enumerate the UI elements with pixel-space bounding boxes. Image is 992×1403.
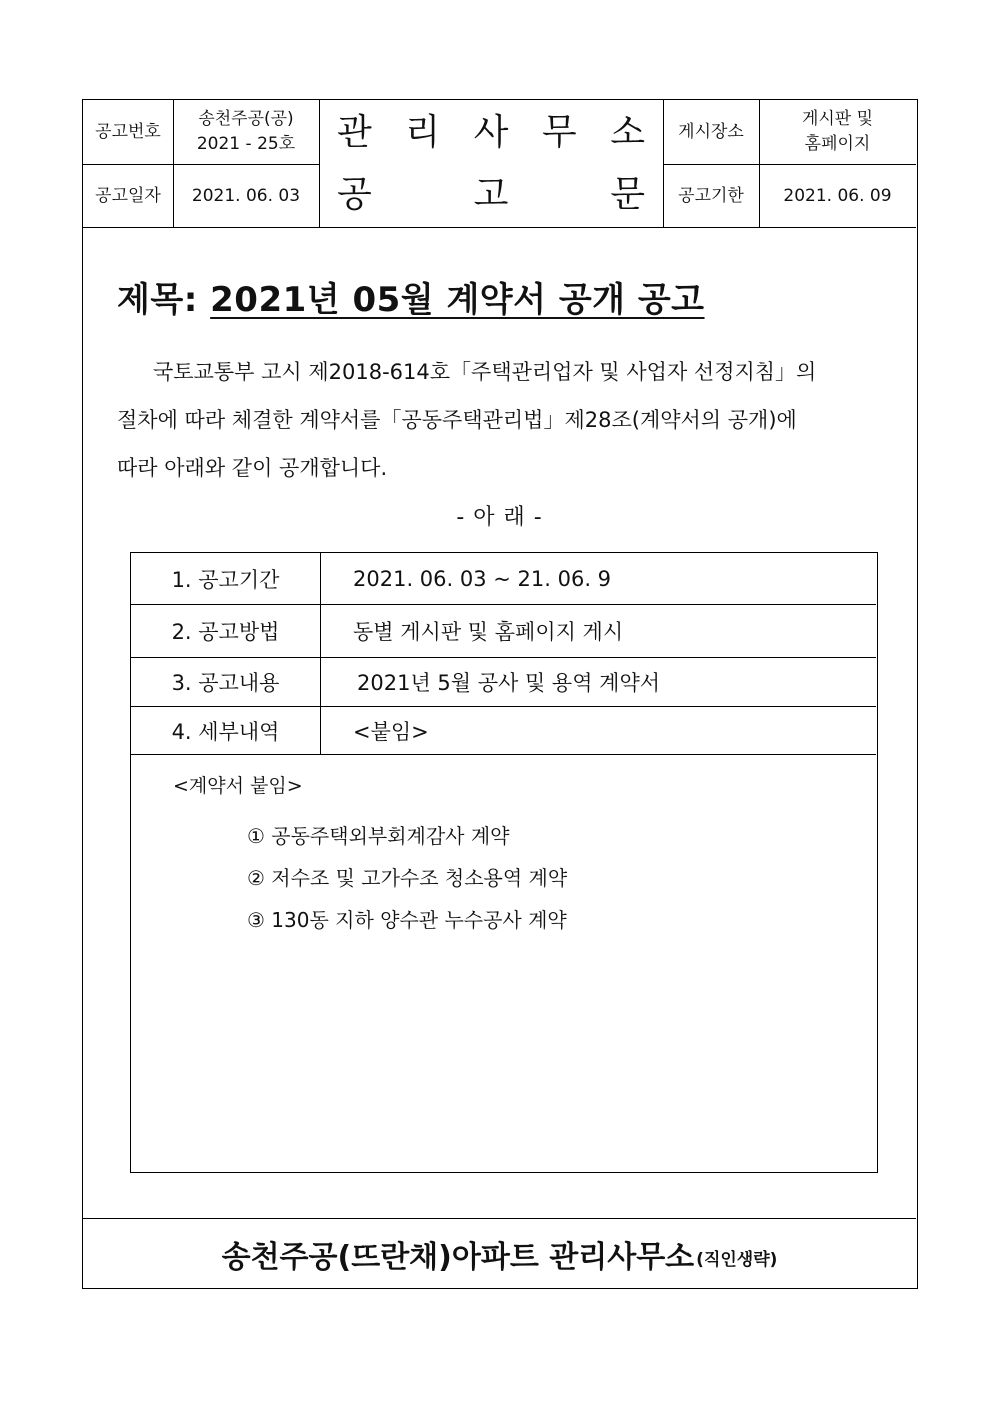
post-place-label: 게시장소	[678, 121, 744, 142]
table-row	[131, 553, 876, 605]
notice-document	[82, 99, 918, 1289]
detail-value: <붙임>	[353, 719, 429, 744]
detail-value: 2021. 06. 03 ~ 21. 06. 9	[353, 566, 612, 591]
notice-no-label: 공고번호	[95, 121, 161, 142]
notice-heading	[319, 164, 663, 226]
notice-no-line2: 2021 - 25호	[196, 134, 296, 154]
notice-no-line1: 송천주공(공)	[198, 109, 294, 130]
title-text: 2021년 05월 계약서 공개 공고	[210, 280, 705, 320]
detail-label: 1. 공고기간	[131, 553, 321, 604]
deadline-label: 공고기한	[678, 185, 744, 206]
notice-date-label: 공고일자	[95, 185, 161, 206]
detail-label: 3. 공고내용	[131, 658, 321, 706]
below-heading: - 아 래 -	[456, 505, 543, 530]
body-paragraph	[117, 348, 887, 492]
post-place-line1: 게시판 및	[801, 109, 874, 130]
office-char: 사	[473, 111, 509, 153]
list-item: ② 저수조 및 고가수조 청소용역 계약	[247, 866, 568, 890]
post-place-line2: 홈페이지	[804, 134, 871, 154]
issuer-name: 송천주공(뜨란채)아파트 관리사무소	[221, 1239, 695, 1275]
body-line: 절차에 따라 체결한 계약서를「공동주택관리법」제28조(계약서의 공개)에	[117, 408, 797, 432]
office-char: 소	[610, 111, 645, 153]
detail-value: 동별 게시판 및 홈페이지 게시	[353, 620, 624, 644]
page-title	[117, 272, 705, 321]
detail-value: 2021년 5월 공사 및 용역 계약서	[357, 671, 661, 695]
table-row	[131, 707, 876, 755]
office-char: 리	[405, 111, 441, 153]
post-place-value	[759, 100, 916, 164]
notice-char: 고	[473, 173, 509, 215]
list-item: ① 공동주택외부회계감사 계약	[247, 824, 510, 848]
detail-label: 4. 세부내역	[131, 707, 321, 754]
notice-date-value: 2021. 06. 03	[191, 185, 301, 206]
notice-no-value	[173, 100, 319, 164]
issuer-footer	[83, 1218, 916, 1288]
details-table	[130, 552, 878, 1173]
body-line: 따라 아래와 같이 공개합니다.	[117, 456, 388, 480]
table-row	[131, 658, 876, 707]
attachment-list	[247, 815, 567, 941]
attachment-heading: <계약서 붙임>	[173, 775, 303, 797]
seal-note: (직인생략)	[696, 1250, 778, 1270]
deadline-value: 2021. 06. 09	[783, 185, 892, 206]
table-row	[131, 605, 876, 658]
detail-label: 2. 공고방법	[131, 605, 321, 657]
list-item: ③ 130동 지하 양수관 누수공사 계약	[247, 908, 567, 932]
body-line: 국토교통부 고시 제2018-614호「주택관리업자 및 사업자 선정지침」의	[153, 360, 817, 384]
notice-header-table	[83, 100, 916, 228]
notice-char: 공	[337, 173, 372, 215]
notice-char: 문	[610, 173, 645, 215]
office-char: 관	[337, 111, 372, 153]
office-char: 무	[541, 111, 577, 153]
office-heading	[319, 102, 663, 164]
title-prefix: 제목:	[117, 280, 198, 320]
